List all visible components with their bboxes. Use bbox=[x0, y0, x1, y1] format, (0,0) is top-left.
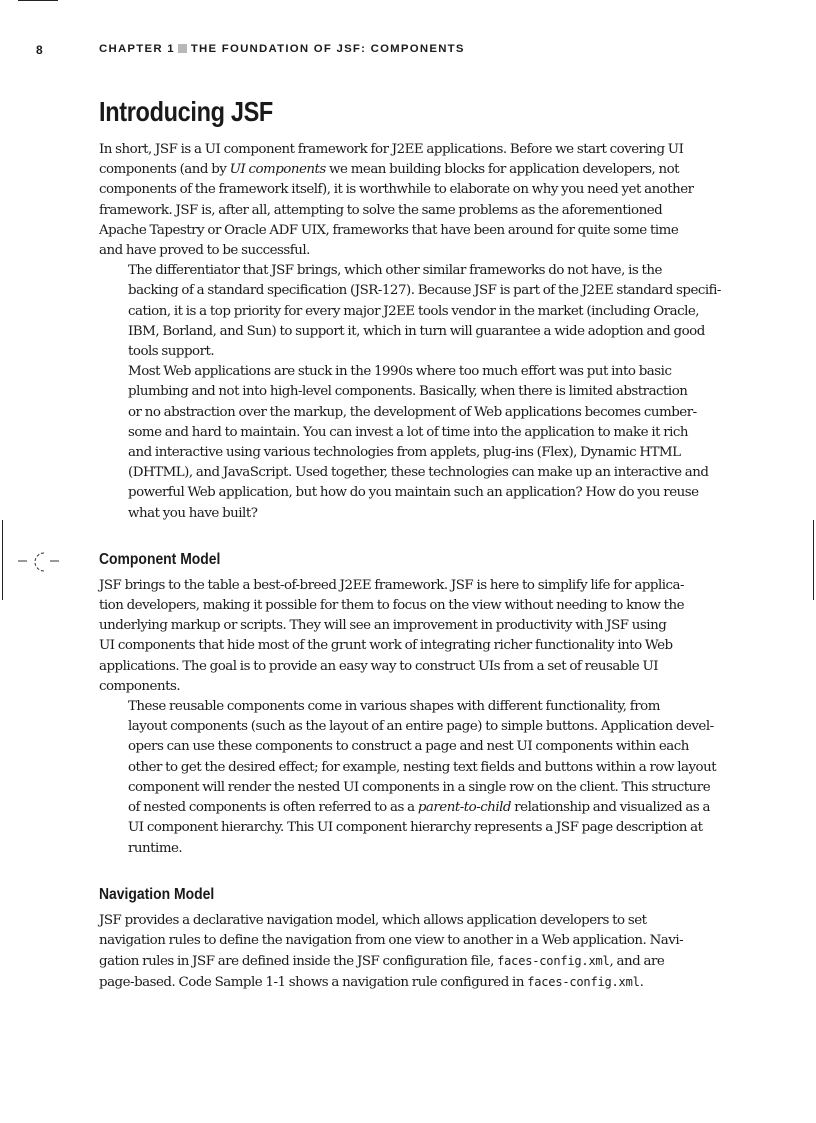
crop-mark-right bbox=[813, 520, 814, 600]
inline-code: faces-config.xml bbox=[497, 954, 610, 969]
emphasis: parent-to-child bbox=[417, 800, 511, 816]
text-line: JSF brings to the table a best-of-breed J2EE framework. JSF is here to simplify life for applica- bbox=[99, 577, 685, 593]
running-head-title: THE FOUNDATION OF JSF: COMPONENTS bbox=[190, 43, 465, 55]
text-line: cation, it is a top priority for every major J2EE tools vendor in the market (including Oracle, bbox=[128, 303, 700, 319]
text-line: JSF provides a declarative navigation model, which allows application developers to set bbox=[99, 912, 647, 928]
component-model-heading: Component Model bbox=[99, 550, 221, 568]
text-line: components (and by UI components we mean building blocks for application developers, not bbox=[99, 162, 680, 178]
text-line: layout components (such as the layout of an entire page) to simple buttons. Application devel- bbox=[128, 719, 714, 735]
navigation-model-heading: Navigation Model bbox=[99, 885, 215, 903]
text-line: backing of a standard specification (JSR-127). Because JSF is part of the J2EE standard specifi- bbox=[128, 283, 721, 299]
intro-paragraph-1 bbox=[99, 140, 719, 261]
text-line: components. bbox=[99, 678, 181, 694]
text-line: (DHTML), and JavaScript. Used together, these technologies can make up an interactive and bbox=[128, 465, 709, 481]
running-head-chapter: CHAPTER 1 bbox=[99, 43, 175, 55]
crop-mark-top bbox=[18, 0, 58, 1]
text-line: or no abstraction over the markup, the development of Web applications becomes cumber- bbox=[128, 404, 697, 420]
text-line: UI component hierarchy. This UI component hierarchy represents a JSF page description at bbox=[128, 820, 703, 836]
text-line: underlying markup or scripts. They will see an improvement in productivity with JSF using bbox=[99, 618, 667, 634]
text-line: and have proved to be successful. bbox=[99, 243, 310, 259]
navigation-model-paragraph bbox=[99, 911, 719, 994]
text-line: runtime. bbox=[128, 840, 183, 856]
text-line: components of the framework itself), it is worthwhile to elaborate on why you need yet another bbox=[99, 182, 694, 198]
intro-paragraph-3 bbox=[99, 362, 719, 524]
text-line: and interactive using various technologies from applets, plug-ins (Flex), Dynamic HTML bbox=[128, 445, 681, 461]
separator-square-icon bbox=[178, 44, 187, 53]
section-heading: Introducing JSF bbox=[99, 96, 273, 127]
page-number: 8 bbox=[36, 43, 43, 57]
intro-paragraph-2 bbox=[99, 261, 719, 362]
emphasis: UI components bbox=[229, 162, 326, 178]
text-line: some and hard to maintain. You can invest a lot of time into the application to make it rich bbox=[128, 424, 689, 440]
text-line: component will render the nested UI components in a single row on the client. This structure bbox=[128, 779, 711, 795]
text-line: gation rules in JSF are defined inside the JSF configuration file, faces-config.xml, and are bbox=[99, 954, 665, 970]
text-line: tools support. bbox=[128, 344, 215, 360]
text-line: UI components that hide most of the grunt work of integrating richer functionality into Web bbox=[99, 638, 673, 654]
running-head bbox=[99, 43, 465, 55]
text-line: The differentiator that JSF brings, which other similar frameworks do not have, is the bbox=[128, 263, 662, 279]
text-line: navigation rules to define the navigation from one view to another in a Web application. Navi- bbox=[99, 932, 684, 948]
text-line: plumbing and not into high-level components. Basically, when there is limited abstraction bbox=[128, 384, 688, 400]
inline-code: faces-config.xml bbox=[527, 975, 640, 990]
text-line: of nested components is often referred to as a parent-to-child relationship and visualized as a bbox=[128, 800, 711, 816]
text-line: framework. JSF is, after all, attempting to solve the same problems as the aforementioned bbox=[99, 202, 663, 218]
component-model-paragraph-2 bbox=[99, 697, 719, 859]
text-line: opers can use these components to construct a page and nest UI components within each bbox=[128, 739, 689, 755]
text-line: In short, JSF is a UI component framework for J2EE applications. Before we start covering UI bbox=[99, 142, 684, 157]
text-line: Most Web applications are stuck in the 1990s where too much effort was put into basic bbox=[128, 364, 672, 380]
text-line: applications. The goal is to provide an easy way to construct UIs from a set of reusable UI bbox=[99, 658, 659, 674]
text-line: Apache Tapestry or Oracle ADF UIX, frameworks that have been around for quite some time bbox=[99, 222, 679, 238]
text-line: tion developers, making it possible for them to focus on the view without needing to know the bbox=[99, 598, 685, 614]
text-line: IBM, Borland, and Sun) to support it, which in turn will guarantee a wide adoption and good bbox=[128, 323, 705, 339]
text-line: what you have built? bbox=[128, 505, 258, 521]
text-line: powerful Web application, but how do you maintain such an application? How do you reuse bbox=[128, 485, 699, 501]
registration-mark-icon bbox=[18, 549, 60, 579]
component-model-paragraph-1 bbox=[99, 576, 719, 697]
text-line: other to get the desired effect; for example, nesting text fields and buttons within a row layout bbox=[128, 759, 717, 775]
text-line: These reusable components come in various shapes with different functionality, from bbox=[128, 699, 660, 715]
crop-mark-left bbox=[2, 520, 3, 600]
page-content bbox=[99, 90, 719, 994]
text-line: page-based. Code Sample 1-1 shows a navigation rule configured in faces-config.xml. bbox=[99, 975, 644, 991]
